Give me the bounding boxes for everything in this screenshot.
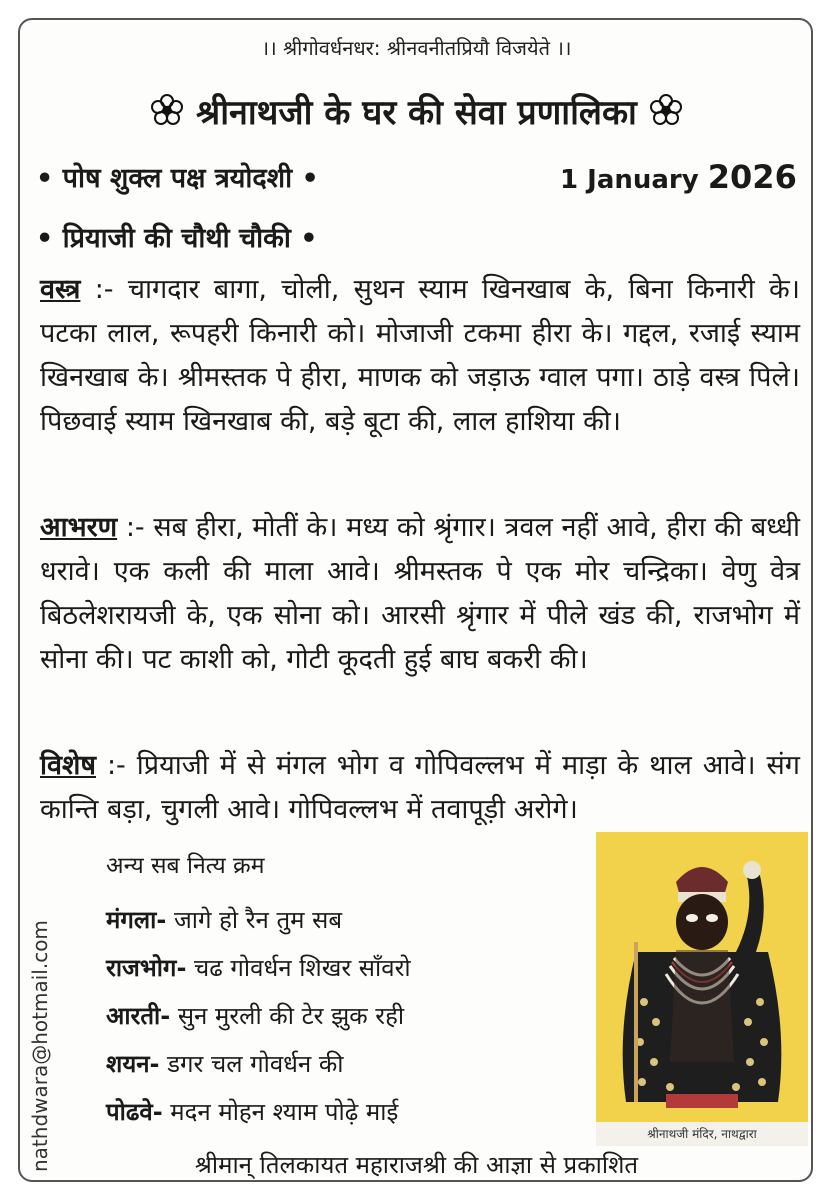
- kirtan-text: सुन मुरली की टेर झुक रही: [170, 1002, 405, 1030]
- date-text: 1 January: [560, 165, 699, 195]
- date-year: 2026: [707, 158, 797, 196]
- side-email: nathdwara@hotmail.com: [28, 920, 52, 1172]
- kirtan-row-mangla: [106, 896, 411, 944]
- vishesh-section: [40, 744, 800, 832]
- abharan-section: [40, 506, 800, 682]
- kirtan-label: आरती-: [106, 1002, 171, 1030]
- kirtan-row-aarti: [106, 992, 411, 1040]
- abharan-text: :- सब हीरा, मोतीं के। मध्य को श्रृंगार। त्रवल नहीं आवे, हीरा की बध्धी धरावे। एक कली की माला आवे। श्रीमस्तक पे एक मोर चन्द्रिका। वेणु वेत्र बिठलेशरायजी के, एक सोना को। आरसी श्रृंगार में पीले खंड की, राजभोग में सोना की। पट काशी को, गोटी कूदती हुई बाघ बकरी की।: [40, 512, 800, 675]
- kirtan-row-podhve: [106, 1088, 411, 1136]
- flower-icon: [150, 93, 184, 136]
- kirtan-label: मंगला-: [106, 906, 167, 934]
- kirtan-label: राजभोग-: [106, 954, 187, 982]
- flower-icon: [649, 93, 683, 136]
- vishesh-text: :- प्रियाजी में से मंगल भोग व गोपिवल्लभ में माड़ा के थाल आवे। संग कान्ति बड़ा, चुगली आवे। गोपिवल्लभ में तवापूड़ी अरोगे।: [40, 750, 800, 825]
- kirtan-row-rajbhog: [106, 944, 411, 992]
- photo-caption: श्रीनाथजी मंदिर, नाथद्वारा: [596, 1122, 808, 1146]
- deity-illustration: [596, 832, 808, 1146]
- abharan-heading: आभरण: [40, 512, 118, 543]
- vastra-heading: वस्त्र: [40, 274, 81, 305]
- vishesh-heading: विशेष: [40, 750, 96, 781]
- vastra-text: :- चागदार बागा, चोली, सुथन स्याम खिनखाब के, बिना किनारी के। पटका लाल, रूपहरी किनारी को। मोजाजी टकमा हीरा के। गद्दल, रजाई स्याम खिनखाब के। श्रीमस्तक पे हीरा, माणक को जड़ाऊ ग्वाल पगा। ठाड़े वस्त्र पिले। पिछवाई स्याम खिनखाब की, बड़े बूटा की, लाल हाशिया की।: [40, 274, 800, 437]
- kirtan-text: चढ गोवर्धन शिखर साँवरो: [186, 954, 411, 982]
- kirtan-label: पोढवे-: [106, 1098, 163, 1126]
- kirtan-list: [106, 896, 411, 1136]
- tithi-label: • पोष शुक्ल पक्ष त्रयोदशी •: [36, 163, 319, 194]
- title-text: श्रीनाथजी के घर की सेवा प्रणालिका: [196, 93, 637, 133]
- kirtan-text: डगर चल गोवर्धन की: [159, 1050, 344, 1078]
- kirtan-text: जागे हो रैन तुम सब: [166, 906, 343, 934]
- kirtan-intro: अन्य सब नित्य क्रम: [106, 853, 265, 879]
- page-title: [0, 88, 833, 136]
- vastra-section: [40, 268, 800, 444]
- footer-text: श्रीमान् तिलकायत महाराजश्री की आज्ञा से प्रकाशित: [194, 1151, 639, 1179]
- date-label: [560, 158, 797, 196]
- kirtan-text: मदन मोहन श्याम पोढ़े माई: [162, 1098, 399, 1126]
- chauki-label: • प्रियाजी की चौथी चौकी •: [36, 223, 318, 254]
- invocation-line: ।। श्रीगोवर्धनधर: श्रीनवनीतप्रियौ विजयेते ।।: [261, 36, 572, 60]
- deity-image: [596, 832, 808, 1146]
- kirtan-row-shayan: [106, 1040, 411, 1088]
- kirtan-label: शयन-: [106, 1050, 160, 1078]
